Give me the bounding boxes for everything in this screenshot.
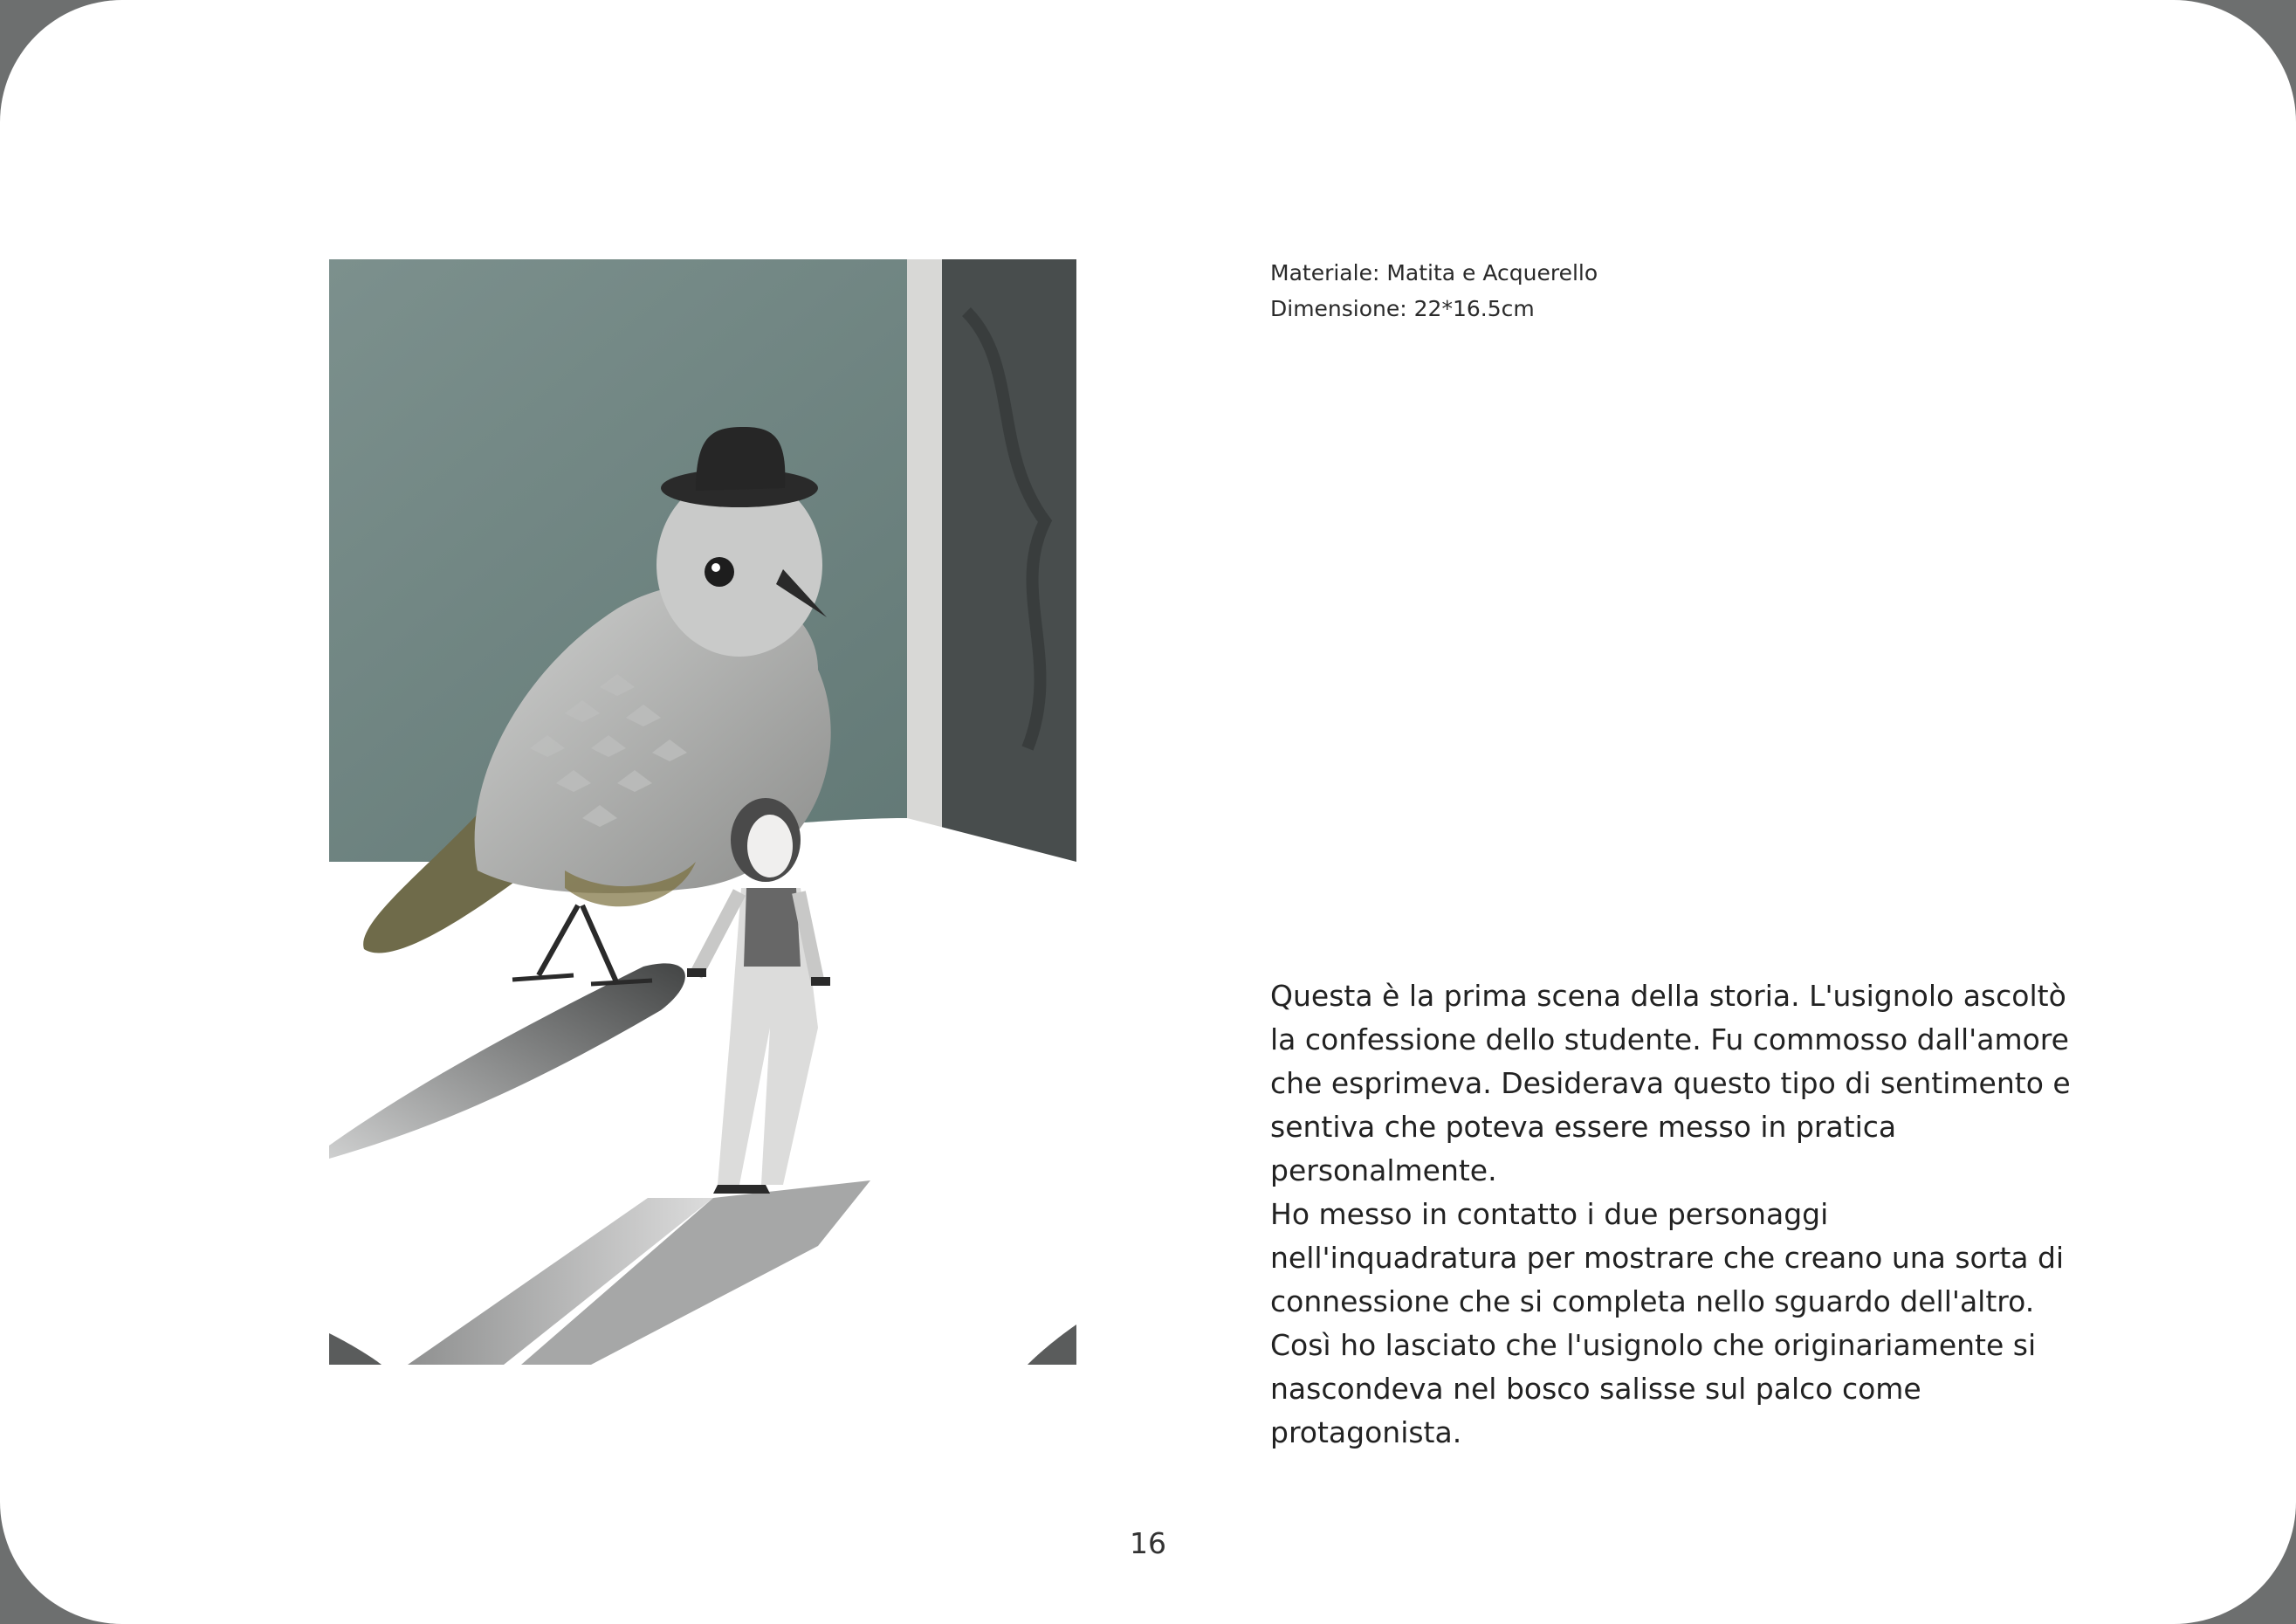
- page-corner-top-right: [2174, 0, 2296, 122]
- page-corner-bottom-right: [2174, 1502, 2296, 1624]
- illustration: [329, 259, 1076, 1365]
- description-paragraph-2: Ho messo in contatto i due personaggi nell'inquadratura per mostrare che creano una sorta di connessione che si completa nello sguardo dell'altro. Così ho lasciato che l'usignolo che originariamente si nascondeva nel bosco salisse sul palco come protagonista.: [1270, 1197, 2065, 1449]
- artwork-material: Materiale: Matita e Acquerello: [1270, 260, 1598, 286]
- nightingale-illustration-icon: [329, 259, 1076, 1365]
- description-paragraph-1: Questa è la prima scena della storia. L'usignolo ascoltò la confessione dello studente. Fu commosso dall'amore che esprimeva. Desiderava questo tipo di sentimento e sentiva che poteva essere messo in pratica personalmente.: [1270, 979, 2071, 1187]
- artwork-dimensions: Dimensione: 22*16.5cm: [1270, 296, 1535, 321]
- artwork-details: [1270, 255, 1881, 327]
- page-corner-top-left: [0, 0, 122, 122]
- page-number: 16: [1130, 1526, 1166, 1560]
- description: [1270, 974, 2082, 1455]
- page-corner-bottom-left: [0, 1502, 122, 1624]
